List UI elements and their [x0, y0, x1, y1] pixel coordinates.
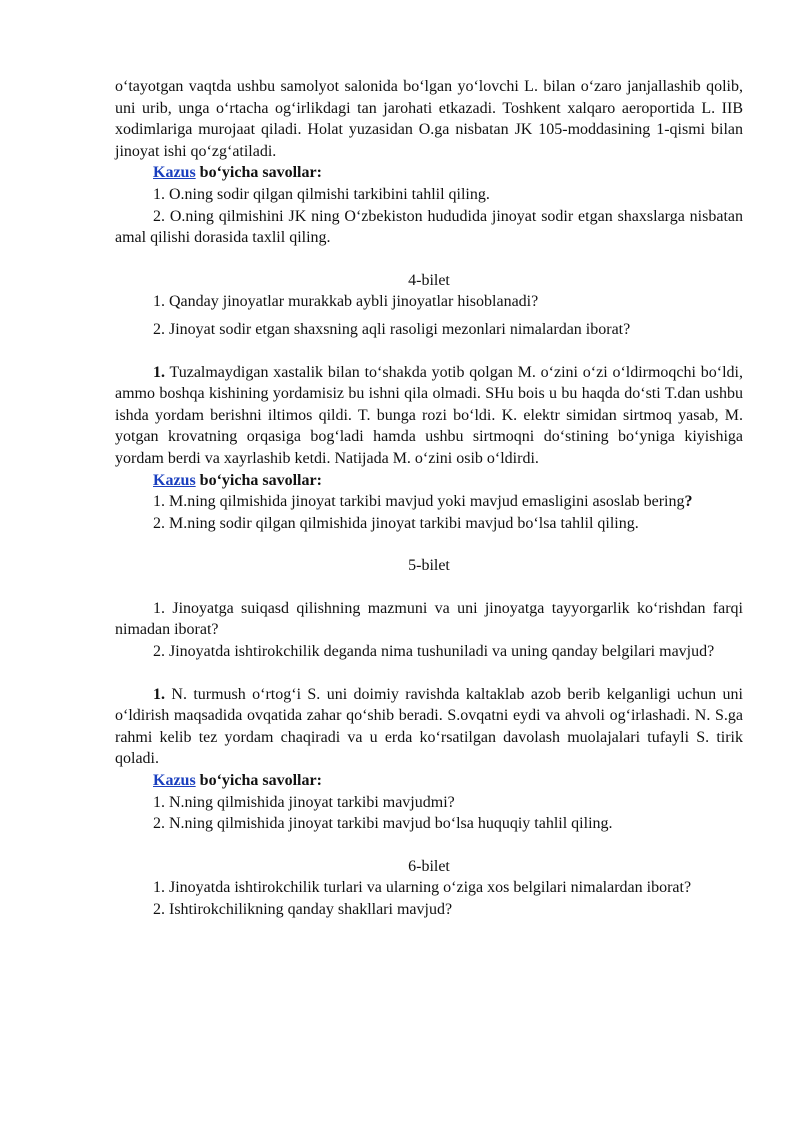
bilet-6-question-1: 1. Jinoyatda ishtirokchilik turlari va ularning o‘ziga xos belgilari nimalardan iborat? — [153, 879, 692, 897]
bilet-4-kazus-question-2: 2. M.ning sodir qilgan qilmishida jinoyat tarkibi mavjud bo‘lsa tahlil qiling. — [153, 514, 639, 532]
bilet-4-question-1: 1. Qanday jinoyatlar murakkab aybli jinoyatlar hisoblanadi? — [153, 293, 539, 311]
case-text: N. turmush o‘rtog‘i S. uni doimiy ravishda kaltaklab azob berib kelganligi uchun uni o‘ldirish maqsadida ovqatida zahar qo‘shib beradi. S.ovqatni eydi va ahvoli og‘irlashadi. N. S.ga rahmi kelib tez yordam chaqiradi va u erda ko‘rsatilgan davolash muolajalari tufayli S. tirik qoladi. — [115, 685, 743, 768]
document-body — [115, 76, 743, 921]
kazus-link[interactable]: Kazus — [153, 164, 196, 182]
bilet-6-question-2: 2. Ishtirokchilikning qanday shakllari mavjud? — [153, 901, 453, 918]
intro-question-2: 2. O.ning qilmishini JK ning O‘zbekiston hududida jinoyat sodir etgan shaxslarga nisbatan amal qilishi dorasida taxlil qiling. — [115, 207, 743, 247]
question-mark: ? — [684, 493, 693, 511]
intro-kazus-heading — [115, 162, 743, 184]
intro-question-1: 1. O.ning sodir qilgan qilmishi tarkibini tahlil qiling. — [153, 185, 490, 203]
bilet-6-title: 6-bilet — [408, 857, 450, 875]
bilet-4-case — [115, 362, 743, 470]
kazus-link[interactable]: Kazus — [153, 471, 196, 489]
bilet-5-kazus-heading — [115, 770, 743, 792]
bilet-4-question-2: 2. Jinoyat sodir etgan shaxsning aqli rasoligi mezonlari nimalardan iborat? — [153, 320, 631, 338]
bilet-5-question-2: 2. Jinoyatda ishtirokchilik deganda nima tushuniladi va uning qanday belgilari mavjud? — [153, 643, 715, 661]
bilet-4-kazus-heading — [115, 470, 743, 492]
bilet-5-title: 5-bilet — [408, 557, 450, 575]
bilet-5-kazus-question-1: 1. N.ning qilmishida jinoyat tarkibi mavjudmi? — [153, 793, 455, 811]
bilet-4-kazus-question-1 — [115, 491, 743, 513]
kazus-heading-text: bo‘yicha savollar: — [195, 471, 322, 489]
kazus-heading-text: bo‘yicha savollar: — [195, 164, 322, 182]
case-number: 1. — [153, 685, 165, 703]
intro-case-text: o‘tayotgan vaqtda ushbu samolyot salonida bo‘lgan yo‘lovchi L. bilan o‘zaro janjallashib qolib, uni urib, unga o‘rtacha og‘irlikdagi tan jarohati etkazadi. Toshkent xalqaro aeroportida L. IIB xodimlariga murojaat qiladi. Holat yuzasidan O.ga nisbatan JK 105-moddasining 1-qismi bilan jinoyat ishi qo‘zg‘atiladi. — [115, 78, 743, 160]
case-text: Tuzalmaydigan xastalik bilan to‘shakda yotib qolgan M. o‘zini o‘zi o‘ldirmoqchi bo‘ldi, ammo boshqa kishining yordamisiz bu ishni qila olmadi. SHu bois u bu haqda do‘sti T.dan ushbu ishda yordam berishni iltimos qildi. T. bunga rozi bo‘ldi. K. elektr simidan sirtmoq yasab, M. yotgan krovatning orqasiga bog‘ladi hamda ushbu sirtmoqni do‘stining bo‘yniga kiyishiga yordam berdi va xayrlashib ketdi. Natijada M. o‘zini osib o‘ldirdi. — [115, 363, 743, 467]
bilet-4-title: 4-bilet — [408, 271, 450, 289]
kazus-link[interactable]: Kazus — [153, 772, 196, 790]
kazus-question-text: 1. M.ning qilmishida jinoyat tarkibi mavjud yoki mavjud emasligini asoslab bering — [153, 493, 685, 511]
case-number: 1. — [153, 363, 165, 381]
bilet-5-case — [115, 684, 743, 770]
bilet-5-question-1: 1. Jinoyatga suiqasd qilishning mazmuni va uni jinoyatga tayyorgarlik ko‘rishdan farqi nimadan iborat? — [115, 599, 743, 639]
kazus-heading-text: bo‘yicha savollar: — [195, 772, 322, 790]
bilet-5-kazus-question-2: 2. N.ning qilmishida jinoyat tarkibi mavjud bo‘lsa huquqiy tahlil qiling. — [153, 815, 613, 833]
